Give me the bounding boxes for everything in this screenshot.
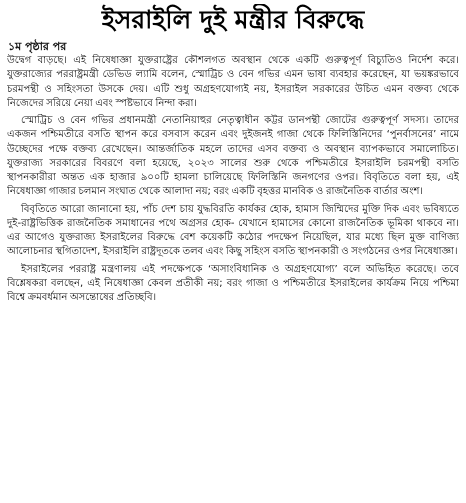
headline: ইসরাইলি দুই মন্ত্রীর বিরুদ্ধে [101, 5, 365, 34]
continued-from-label: ১ম পৃষ্ঠার পর [8, 40, 67, 53]
article-paragraph: ইসরাইলের পররাষ্ট্র মন্ত্রণালয় এই পদক্ষেপকে ‘অসাংবিধানিক ও অগ্রহণযোগ্য’ বলে অভিহিত করেছে। তবে বিশ্লেষকরা বলছেন, এই নিষেধাজ্ঞা কেবল প্রতীকী নয়; বরং গাজা ও পশ্চিমতীরে ইসরাইলের কার্যক্রম নিয়ে পশ্চিমা বিশ্বে ক্রমবর্ধমান অসন্তোষের প্রতিচ্ছবি। [7, 263, 459, 303]
article-paragraph: বিবৃতিতে আরো জানানো হয়, পাঁচ দেশ চায় যুদ্ধবিরতি কার্যকর হোক, হামাস জিম্মিদের মুক্তি দিক এবং ভবিষ্যতে দুই-রাষ্ট্রভিত্তিক রাজনৈতিক সমাধানের পথে অগ্রসর হোক- যেখানে হামাসের কোনো রাজনৈতিক ভূমিকা থাকবে না। এর আগেও যুক্তরাজ্য ইসরাইলের বিরুদ্ধে বেশ কয়েকটি কঠোর পদক্ষেপ নিয়েছিল, যার মধ্যে ছিল মুক্ত বাণিজ্য আলোচনার স্থগিতাদেশ, ইসরাইলি রাষ্ট্রদূতকে তলব এবং কিছু সহিংস বসতি স্থাপনকারী ও সংগঠনের ওপর নিষেধাজ্ঞা। [7, 203, 459, 258]
article-paragraph: উদ্বেগ বাড়ছে। এই নিষেধাজ্ঞা যুক্তরাষ্ট্রের কৌশলগত অবস্থান থেকে একটি গুরুত্বপূর্ণ বিচ্যুতিও নির্দেশ করে। যুক্তরাজ্যের পররাষ্ট্রমন্ত্রী ডেভিড ল্যামি বলেন, স্মোট্রিচ ও বেন গভির এমন ভাষা ব্যবহার করেছেন, যা ভয়ঙ্করভাবে চরমপন্থী ও সহিংসতা উসকে দেয়। এটি শুধু অগ্রহণযোগ্যই নয়, ইসরাইল সরকারের উচিত এমন বক্তব্য থেকে নিজেদের সরিয়ে নেয়া এবং স্পষ্টভাবে নিন্দা করা। [7, 55, 459, 109]
article-paragraph: স্মোট্রিচ ও বেন গভির প্রধানমন্ত্রী নেতানিয়াহুর নেতৃত্বাধীন কট্টর ডানপন্থী জোটের গুরুত্বপূর্ণ সদস্য। তাদের একজন পশ্চিমতীরে বসতি স্থাপন করে বসবাস করেন এবং দুইজনই গাজা থেকে ফিলিস্তিনিদের ‘পুনর্বাসনের’ নামে উচ্ছেদের পক্ষে বক্তব্য রেখেছেন। আন্তর্জাতিক মহলে তাদের এসব বক্তব্য ও অবস্থান ব্যাপকভাবে সমালোচিত। যুক্তরাজ্য সরকারের বিবরণে বলা হয়েছে, ২০২৩ সালের শুরু থেকে পশ্চিমতীরে ইসরাইলি চরমপন্থী বসতি স্থাপনকারীরা অন্তত এক হাজার ৯০০টি হামলা চালিয়েছে ফিলিস্তিনি জনগণের ওপর। বিবৃতিতে বলা হয়, এই নিষেধাজ্ঞা গাজার চলমান সংঘাত থেকে আলাদা নয়; বরং একটি বৃহত্তর মানবিক ও রাজনৈতিক বার্তার অংশ। [7, 115, 459, 198]
